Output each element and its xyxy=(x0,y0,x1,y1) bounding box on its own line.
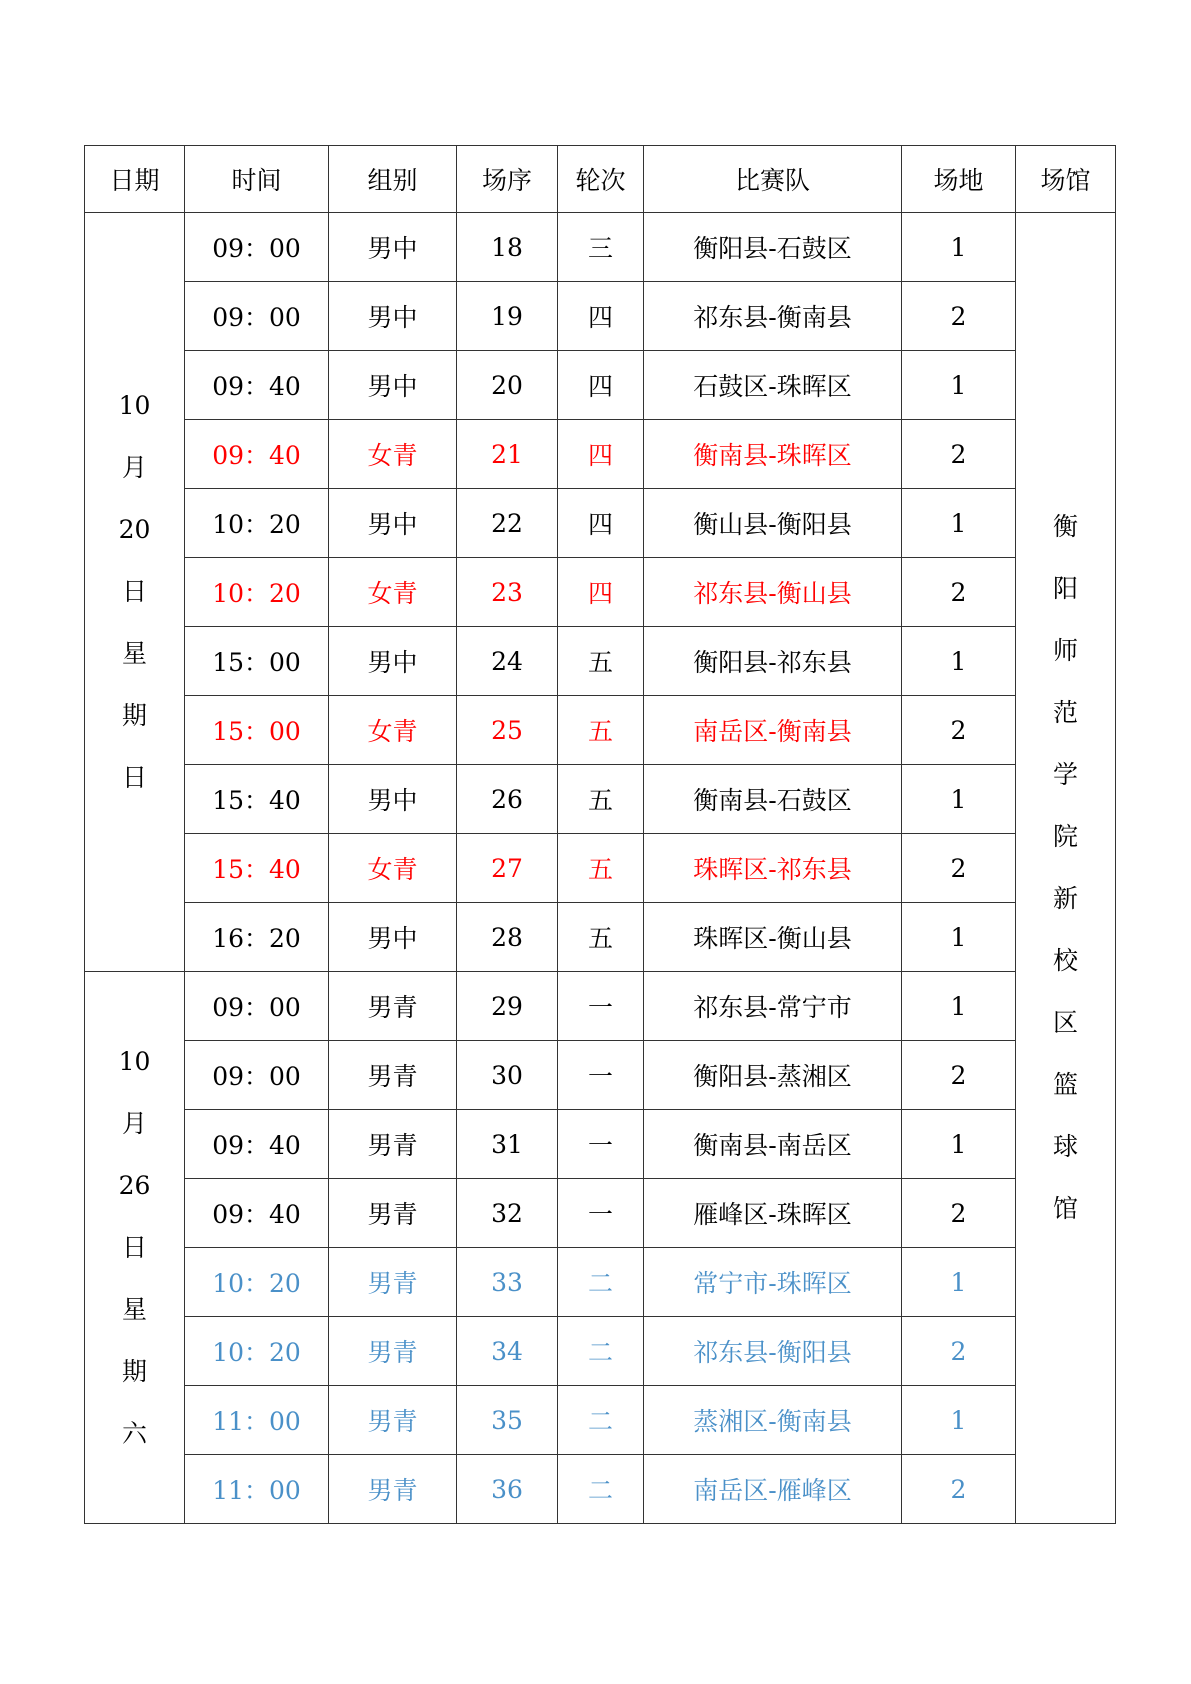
teams-cell: 珠晖区-衡山县 xyxy=(644,903,902,972)
venue-cell xyxy=(1016,213,1116,1524)
teams-cell: 衡南县-珠晖区 xyxy=(644,420,902,489)
teams-cell: 衡山县-衡阳县 xyxy=(644,489,902,558)
group-cell: 男中 xyxy=(329,765,457,834)
teams-cell: 衡南县-石鼓区 xyxy=(644,765,902,834)
round-cell: 二 xyxy=(558,1248,644,1317)
date-char: 26 xyxy=(118,1170,151,1200)
date-char: 星 xyxy=(121,639,147,668)
table-row xyxy=(85,1041,1116,1110)
header-venue: 场馆 xyxy=(1016,146,1116,213)
time-cell: 09：40 xyxy=(185,1179,329,1248)
round-cell: 一 xyxy=(558,1110,644,1179)
header-round: 轮次 xyxy=(558,146,644,213)
round-cell: 四 xyxy=(558,558,644,627)
court-cell: 1 xyxy=(902,1386,1016,1455)
date-cell xyxy=(85,972,185,1524)
group-cell: 男青 xyxy=(329,1455,457,1524)
date-char: 10 xyxy=(118,1046,151,1076)
round-cell: 四 xyxy=(558,351,644,420)
court-cell: 1 xyxy=(902,972,1016,1041)
teams-cell: 石鼓区-珠晖区 xyxy=(644,351,902,420)
table-row xyxy=(85,972,1116,1041)
round-cell: 五 xyxy=(558,765,644,834)
group-cell: 男青 xyxy=(329,1248,457,1317)
seq-cell: 19 xyxy=(457,282,558,351)
court-cell: 2 xyxy=(902,1179,1016,1248)
header-court: 场地 xyxy=(902,146,1016,213)
date-char: 日 xyxy=(121,1232,147,1262)
time-cell: 09：00 xyxy=(185,282,329,351)
table-row xyxy=(85,1317,1116,1386)
venue-char: 馆 xyxy=(1052,1194,1078,1223)
time-cell: 16：20 xyxy=(185,903,329,972)
court-cell: 2 xyxy=(902,558,1016,627)
date-char: 日 xyxy=(121,577,147,606)
time-cell: 10：20 xyxy=(185,1317,329,1386)
round-cell: 二 xyxy=(558,1317,644,1386)
venue-char: 校 xyxy=(1052,946,1078,975)
seq-cell: 35 xyxy=(457,1386,558,1455)
table-row xyxy=(85,213,1116,282)
teams-cell: 雁峰区-珠晖区 xyxy=(644,1179,902,1248)
teams-cell: 衡阳县-蒸湘区 xyxy=(644,1041,902,1110)
court-cell: 1 xyxy=(902,1248,1016,1317)
time-cell: 11：00 xyxy=(185,1455,329,1524)
teams-cell: 祁东县-常宁市 xyxy=(644,972,902,1041)
seq-cell: 18 xyxy=(457,213,558,282)
teams-cell: 珠晖区-祁东县 xyxy=(644,834,902,903)
seq-cell: 33 xyxy=(457,1248,558,1317)
round-cell: 二 xyxy=(558,1455,644,1524)
time-cell: 09：00 xyxy=(185,1041,329,1110)
round-cell: 五 xyxy=(558,627,644,696)
court-cell: 2 xyxy=(902,1455,1016,1524)
round-cell: 四 xyxy=(558,489,644,558)
time-cell: 15：00 xyxy=(185,696,329,765)
court-cell: 1 xyxy=(902,213,1016,282)
table-row xyxy=(85,1455,1116,1524)
venue-char: 衡 xyxy=(1052,512,1078,541)
group-cell: 男中 xyxy=(329,489,457,558)
table-row xyxy=(85,1386,1116,1455)
venue-char: 球 xyxy=(1052,1132,1078,1161)
seq-cell: 28 xyxy=(457,903,558,972)
table-row xyxy=(85,627,1116,696)
group-cell: 男青 xyxy=(329,972,457,1041)
round-cell: 一 xyxy=(558,972,644,1041)
court-cell: 1 xyxy=(902,1110,1016,1179)
teams-cell: 祁东县-衡阳县 xyxy=(644,1317,902,1386)
round-cell: 五 xyxy=(558,903,644,972)
header-teams: 比赛队 xyxy=(644,146,902,213)
round-cell: 四 xyxy=(558,420,644,489)
round-cell: 四 xyxy=(558,282,644,351)
date-cell xyxy=(85,213,185,972)
seq-cell: 36 xyxy=(457,1455,558,1524)
court-cell: 2 xyxy=(902,696,1016,765)
group-cell: 男青 xyxy=(329,1386,457,1455)
header-group: 组别 xyxy=(329,146,457,213)
table-row xyxy=(85,1248,1116,1317)
table-row xyxy=(85,489,1116,558)
time-cell: 09：40 xyxy=(185,351,329,420)
venue-char: 师 xyxy=(1052,636,1078,665)
round-cell: 三 xyxy=(558,213,644,282)
seq-cell: 24 xyxy=(457,627,558,696)
table-row xyxy=(85,282,1116,351)
table-row xyxy=(85,420,1116,489)
court-cell: 2 xyxy=(902,420,1016,489)
time-cell: 09：00 xyxy=(185,972,329,1041)
seq-cell: 29 xyxy=(457,972,558,1041)
venue-char: 阳 xyxy=(1052,574,1078,603)
group-cell: 男中 xyxy=(329,282,457,351)
time-cell: 09：40 xyxy=(185,1110,329,1179)
date-char: 日 xyxy=(121,763,147,792)
court-cell: 2 xyxy=(902,1317,1016,1386)
group-cell: 男青 xyxy=(329,1317,457,1386)
table-row xyxy=(85,1110,1116,1179)
seq-cell: 25 xyxy=(457,696,558,765)
group-cell: 女青 xyxy=(329,696,457,765)
time-cell: 15：00 xyxy=(185,627,329,696)
round-cell: 一 xyxy=(558,1179,644,1248)
venue-char: 学 xyxy=(1052,760,1078,789)
time-cell: 10：20 xyxy=(185,489,329,558)
header-row xyxy=(85,146,1116,213)
date-char: 星 xyxy=(121,1294,147,1324)
seq-cell: 21 xyxy=(457,420,558,489)
schedule-table xyxy=(84,145,1116,1524)
header-date: 日期 xyxy=(85,146,185,213)
table-row xyxy=(85,834,1116,903)
court-cell: 1 xyxy=(902,765,1016,834)
seq-cell: 30 xyxy=(457,1041,558,1110)
teams-cell: 南岳区-雁峰区 xyxy=(644,1455,902,1524)
table-row xyxy=(85,903,1116,972)
time-cell: 15：40 xyxy=(185,765,329,834)
teams-cell: 衡阳县-祁东县 xyxy=(644,627,902,696)
seq-cell: 31 xyxy=(457,1110,558,1179)
court-cell: 2 xyxy=(902,834,1016,903)
group-cell: 男中 xyxy=(329,903,457,972)
date-char: 20 xyxy=(118,515,151,544)
court-cell: 1 xyxy=(902,627,1016,696)
teams-cell: 南岳区-衡南县 xyxy=(644,696,902,765)
group-cell: 男青 xyxy=(329,1179,457,1248)
court-cell: 1 xyxy=(902,351,1016,420)
seq-cell: 22 xyxy=(457,489,558,558)
header-seq: 场序 xyxy=(457,146,558,213)
venue-char: 篮 xyxy=(1052,1070,1078,1099)
round-cell: 五 xyxy=(558,696,644,765)
court-cell: 1 xyxy=(902,489,1016,558)
round-cell: 二 xyxy=(558,1386,644,1455)
group-cell: 男青 xyxy=(329,1041,457,1110)
teams-cell: 祁东县-衡南县 xyxy=(644,282,902,351)
group-cell: 男青 xyxy=(329,1110,457,1179)
date-char: 10 xyxy=(118,391,151,420)
venue-char: 院 xyxy=(1052,822,1078,851)
group-cell: 男中 xyxy=(329,627,457,696)
seq-cell: 23 xyxy=(457,558,558,627)
header-time: 时间 xyxy=(185,146,329,213)
teams-cell: 衡南县-南岳区 xyxy=(644,1110,902,1179)
date-char: 六 xyxy=(121,1418,147,1448)
round-cell: 一 xyxy=(558,1041,644,1110)
date-char: 月 xyxy=(121,453,147,482)
group-cell: 女青 xyxy=(329,834,457,903)
teams-cell: 蒸湘区-衡南县 xyxy=(644,1386,902,1455)
seq-cell: 32 xyxy=(457,1179,558,1248)
group-cell: 男中 xyxy=(329,213,457,282)
venue-char: 范 xyxy=(1052,698,1078,727)
teams-cell: 祁东县-衡山县 xyxy=(644,558,902,627)
time-cell: 09：40 xyxy=(185,420,329,489)
seq-cell: 20 xyxy=(457,351,558,420)
date-char: 期 xyxy=(121,701,147,730)
court-cell: 2 xyxy=(902,1041,1016,1110)
seq-cell: 27 xyxy=(457,834,558,903)
group-cell: 女青 xyxy=(329,558,457,627)
table-row xyxy=(85,1179,1116,1248)
time-cell: 10：20 xyxy=(185,558,329,627)
round-cell: 五 xyxy=(558,834,644,903)
table-row xyxy=(85,696,1116,765)
table-row xyxy=(85,558,1116,627)
time-cell: 11：00 xyxy=(185,1386,329,1455)
court-cell: 2 xyxy=(902,282,1016,351)
time-cell: 15：40 xyxy=(185,834,329,903)
time-cell: 09：00 xyxy=(185,213,329,282)
seq-cell: 26 xyxy=(457,765,558,834)
date-char: 期 xyxy=(121,1356,147,1386)
seq-cell: 34 xyxy=(457,1317,558,1386)
teams-cell: 常宁市-珠晖区 xyxy=(644,1248,902,1317)
date-char: 月 xyxy=(121,1108,147,1138)
time-cell: 10：20 xyxy=(185,1248,329,1317)
table-row xyxy=(85,351,1116,420)
court-cell: 1 xyxy=(902,903,1016,972)
venue-char: 区 xyxy=(1052,1008,1078,1037)
venue-char: 新 xyxy=(1052,884,1078,913)
table-row xyxy=(85,765,1116,834)
teams-cell: 衡阳县-石鼓区 xyxy=(644,213,902,282)
group-cell: 女青 xyxy=(329,420,457,489)
group-cell: 男中 xyxy=(329,351,457,420)
